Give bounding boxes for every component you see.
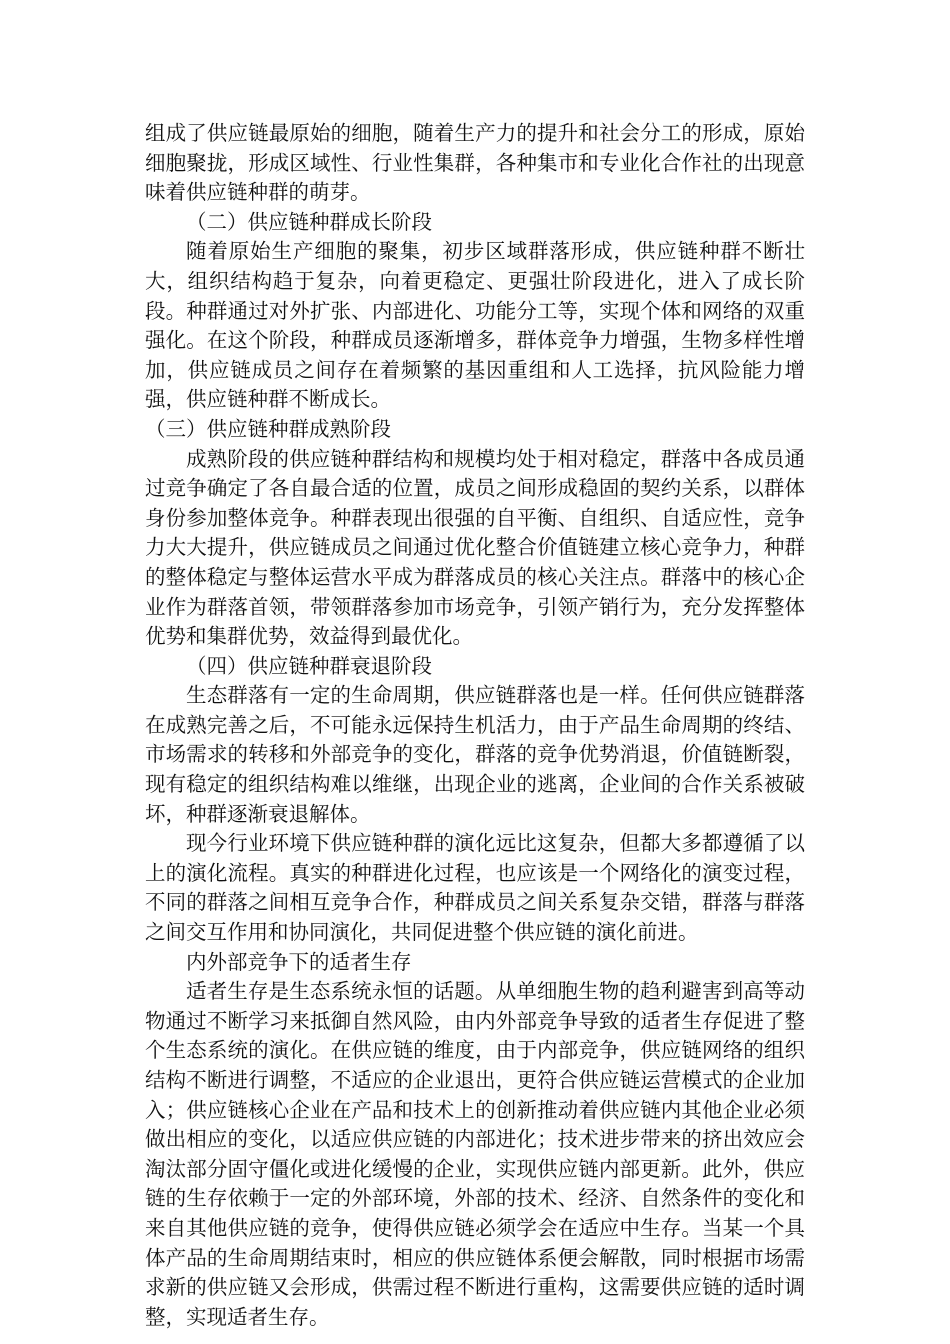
body-paragraph: 随着原始生产细胞的聚集，初步区域群落形成，供应链种群不断壮大，组织结构趋于复杂，向着更稳定、更强壮阶段进化，进入了成长阶段。种群通过对外扩张、内部进化、功能分工等，实现个体和网络的双重强化。在这个阶段，种群成员逐渐增多，群体竞争力增强，生物多样性增加，供应链成员之间存在着频繁的基因重组和人工选择，抗风险能力增强，供应链种群不断成长。 (145, 239, 805, 412)
body-paragraph: 适者生存是生态系统永恒的话题。从单细胞生物的趋利避害到高等动物通过不断学习来抵御自然风险，由内外部竞争导致的适者生存促进了整个生态系统的演化。在供应链的维度，由于内部竞争，供应链网络的组织结构不断进行调整，不适应的企业退出，更符合供应链运营模式的企业加入；供应链核心企业在产品和技术上的创新推动着供应链内其他企业必须做出相应的变化，以适应供应链的内部进化；技术进步带来的挤出效应会淘汰部分固守僵化或进化缓慢的企业，实现供应链内部更新。此外，供应链的生存依赖于一定的外部环境，外部的技术、经济、自然条件的变化和来自其他供应链的竞争，使得供应链必须学会在适应中生存。当某一个具体产品的生命周期结束时，相应的供应链体系便会解散，同时根据市场需求新的供应链又会形成，供需过程不断进行重构，这需要供应链的适时调整，实现适者生存。 (145, 979, 805, 1329)
body-paragraph: 生态群落有一定的生命周期，供应链群落也是一样。任何供应链群落在成熟完善之后，不可能永远保持生机活力，由于产品生命周期的终结、市场需求的转移和外部竞争的变化，群落的竞争优势消退，价值链断裂，现有稳定的组织结构难以维继，出现企业的逃离，企业间的合作关系被破坏，种群逐渐衰退解体。 (145, 683, 805, 826)
section-heading: （三）供应链种群成熟阶段 (145, 416, 391, 441)
body-paragraph: 成熟阶段的供应链种群结构和规模均处于相对稳定，群落中各成员通过竞争确定了各自最合适的位置，成员之间形成稳固的契约关系，以群体身份参加整体竞争。种群表现出很强的自平衡、自组织、自适应性，竞争力大大提升，供应链成员之间通过优化整合价值链建立核心竞争力，种群的整体稳定与整体运营水平成为群落成员的核心关注点。群落中的核心企业作为群落首领，带领群落参加市场竞争，引领产销行为，充分发挥整体优势和集群优势，效益得到最优化。 (145, 446, 805, 649)
document-body (145, 119, 805, 1332)
body-paragraph: 现今行业环境下供应链种群的演化远比这复杂，但都大多都遵循了以上的演化流程。真实的种群进化过程，也应该是一个网络化的演变过程，不同的群落之间相互竞争合作，种群成员之间关系复杂交错，群落与群落之间交互作用和协同演化，共同促进整个供应链的演化前进。 (145, 831, 805, 945)
section-heading: （二）供应链种群成长阶段 (186, 209, 432, 234)
section-heading: 内外部竞争下的适者生存 (186, 949, 412, 974)
section-heading: （四）供应链种群衰退阶段 (186, 653, 432, 678)
body-paragraph: 组成了供应链最原始的细胞，随着生产力的提升和社会分工的形成，原始细胞聚拢，形成区域性、行业性集群，各种集市和专业化合作社的出现意味着供应链种群的萌芽。 (145, 121, 805, 205)
